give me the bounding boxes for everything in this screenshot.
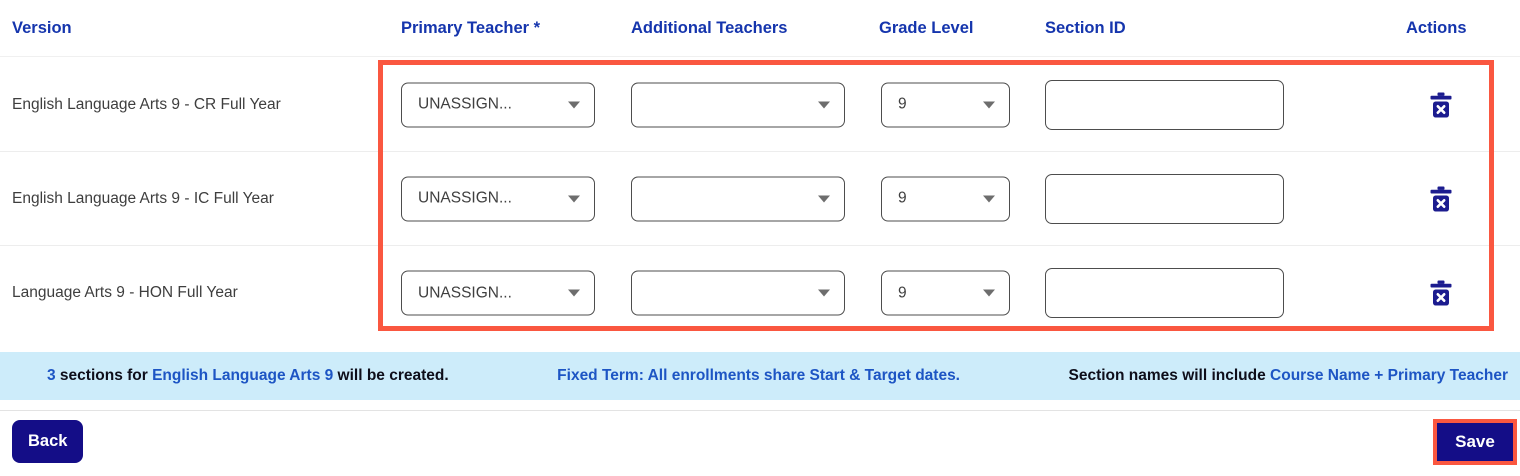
chevron-down-icon (568, 101, 580, 108)
table-header (0, 0, 1520, 57)
additional-teachers-select[interactable] (631, 176, 845, 221)
section-id-input[interactable] (1045, 268, 1284, 318)
grade-level-selected-value: 9 (898, 189, 907, 207)
chevron-down-icon (568, 195, 580, 202)
primary-teacher-selected-value: UNASSIGN... (418, 95, 512, 113)
save-button-highlight-annotation (1433, 419, 1517, 465)
column-header-primary-teacher: Primary Teacher * (401, 19, 541, 37)
trash-delete-icon (1430, 92, 1452, 117)
section-naming-pattern: Course Name + Primary Teacher (1270, 367, 1508, 384)
section-id-input[interactable] (1045, 174, 1284, 224)
chevron-down-icon (983, 290, 995, 297)
section-naming-note (1068, 367, 1508, 385)
chevron-down-icon (983, 101, 995, 108)
column-header-version: Version (12, 19, 72, 37)
version-label: Language Arts 9 - HON Full Year (12, 284, 238, 301)
column-header-grade-level: Grade Level (879, 19, 974, 37)
primary-teacher-select[interactable] (401, 82, 595, 127)
chevron-down-icon (983, 195, 995, 202)
chevron-down-icon (568, 290, 580, 297)
primary-teacher-select[interactable] (401, 271, 595, 316)
info-bar (0, 352, 1520, 400)
section-naming-note-text: Section names will include (1068, 367, 1271, 384)
delete-row-button[interactable] (1429, 280, 1453, 307)
primary-teacher-selected-value: UNASSIGN... (418, 189, 512, 207)
chevron-down-icon (818, 101, 830, 108)
back-button[interactable]: Back (12, 420, 83, 463)
trash-delete-icon (1430, 186, 1452, 211)
grade-level-selected-value: 9 (898, 284, 907, 301)
section-id-input[interactable] (1045, 80, 1284, 130)
additional-teachers-select[interactable] (631, 82, 845, 127)
grade-level-select[interactable] (881, 271, 1010, 316)
grade-level-select[interactable] (881, 82, 1010, 127)
chevron-down-icon (818, 290, 830, 297)
sections-created-note (47, 367, 449, 385)
column-header-actions: Actions (1406, 19, 1467, 37)
sections-created-note-text: sections for (55, 367, 153, 384)
section-count: 3 (47, 367, 56, 384)
version-label: English Language Arts 9 - IC Full Year (12, 189, 274, 207)
table-row (0, 58, 1520, 152)
footer-divider (0, 410, 1520, 411)
grade-level-selected-value: 9 (898, 95, 907, 113)
chevron-down-icon (818, 195, 830, 202)
sections-created-note-suffix: will be created. (333, 367, 449, 384)
primary-teacher-select[interactable] (401, 176, 595, 221)
table-row (0, 152, 1520, 246)
delete-row-button[interactable] (1429, 91, 1453, 118)
fixed-term-note: Fixed Term: All enrollments share Start & Target dates. (557, 367, 960, 384)
version-label: English Language Arts 9 - CR Full Year (12, 95, 281, 113)
trash-delete-icon (1430, 281, 1452, 306)
delete-row-button[interactable] (1429, 185, 1453, 212)
grade-level-select[interactable] (881, 176, 1010, 221)
primary-teacher-selected-value: UNASSIGN... (418, 284, 512, 301)
save-button[interactable]: Save (1437, 423, 1513, 461)
additional-teachers-select[interactable] (631, 271, 845, 316)
course-name-text: English Language Arts 9 (152, 367, 334, 384)
column-header-additional-teachers: Additional Teachers (631, 19, 788, 37)
table-row (0, 246, 1520, 340)
column-header-section-id: Section ID (1045, 19, 1126, 37)
